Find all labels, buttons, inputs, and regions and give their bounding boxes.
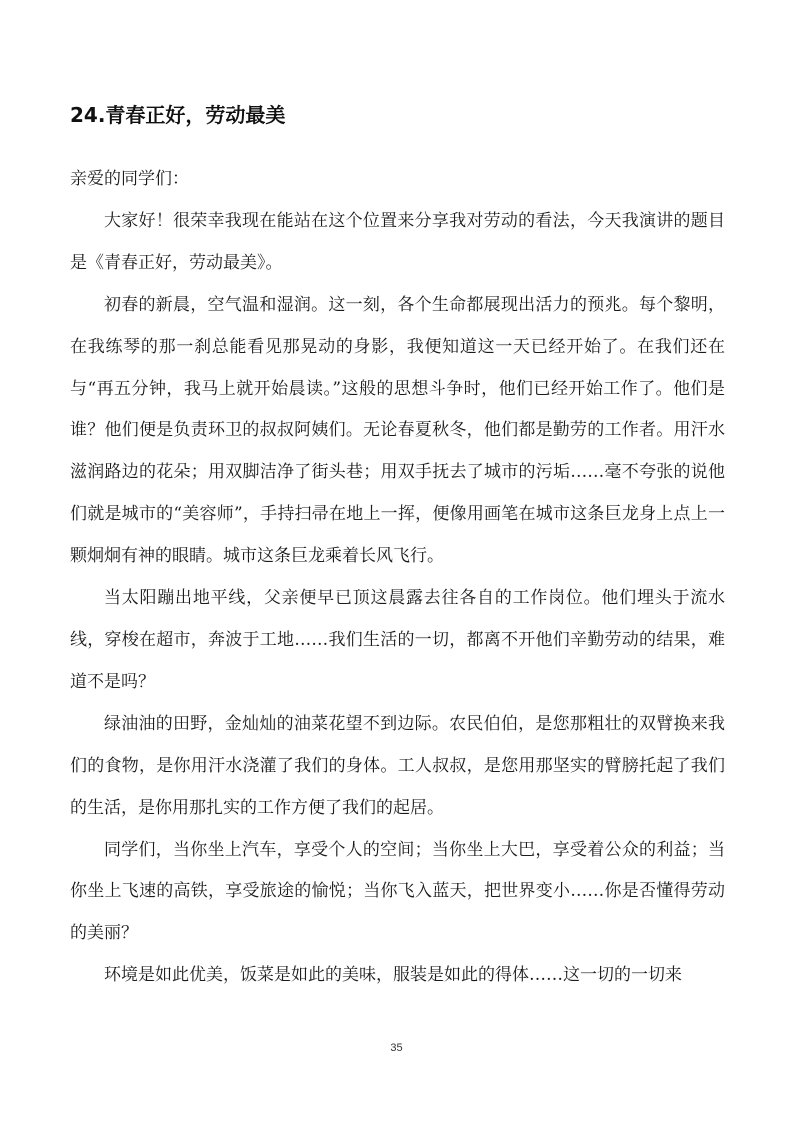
paragraph-classmates: 同学们，当你坐上汽车，享受个人的空间；当你坐上大巴，享受着公众的利益；当你坐上飞速的高铁，享受旅途的愉悦；当你飞入蓝天，把世界变小……你是否懂得劳动的美丽？: [70, 839, 725, 944]
speech-title: 24.青春正好，劳动最美: [70, 103, 286, 127]
salutation: 亲爱的同学们：: [70, 169, 189, 189]
speech-body: [70, 159, 725, 997]
paragraph-environment: 环境是如此优美，饭菜是如此的美味，服装是如此的得体……这一切的一切来: [104, 965, 682, 986]
paragraph-farmers-workers: 绿油油的田野，金灿灿的油菜花望不到边际。农民伯伯，是您那粗壮的双臂换来我们的食物，是你用汗水浇灌了我们的身体。工人叔叔，是您用那坚实的臂膀托起了我们的生活，是你用那扎实的工作方便了我们的起居。: [70, 713, 725, 818]
paragraph-greeting: 大家好！很荣幸我现在能站在这个位置来分享我对劳动的看法，今天我演讲的题目是《青春正好，劳动最美》。: [70, 210, 725, 273]
page-number: 35: [390, 1042, 403, 1054]
paragraph-parents-work: 当太阳蹦出地平线，父亲便早已顶这晨露去往各自的工作岗位。他们埋头于流水线，穿梭在超市，奔波于工地……我们生活的一切，都离不开他们辛勤劳动的结果，难道不是吗？: [70, 588, 725, 692]
paragraph-sanitation-workers: 初春的新晨，空气温和湿润。这一刻，各个生命都展现出活力的预兆。每个黎明，在我练琴的那一刹总能看见那晃动的身影，我便知道这一天已经开始了。在我们还在与“再五分钟，我马上就开始晨读。”这般的思想斗争时，他们已经开始工作了。他们是谁？他们便是负责环卫的叔叔阿姨们。无论春夏秋冬，他们都是勤劳的工作者。用汗水滋润路边的花朵；用双脚洁净了街头巷；用双手抚去了城市的污垢……毫不夸张的说他们就是城市的“美容师”，手持扫帚在地上一挥，便像用画笔在城市这条巨龙身上点上一颗炯炯有神的眼睛。城市这条巨龙乘着长风飞行。: [70, 294, 725, 567]
